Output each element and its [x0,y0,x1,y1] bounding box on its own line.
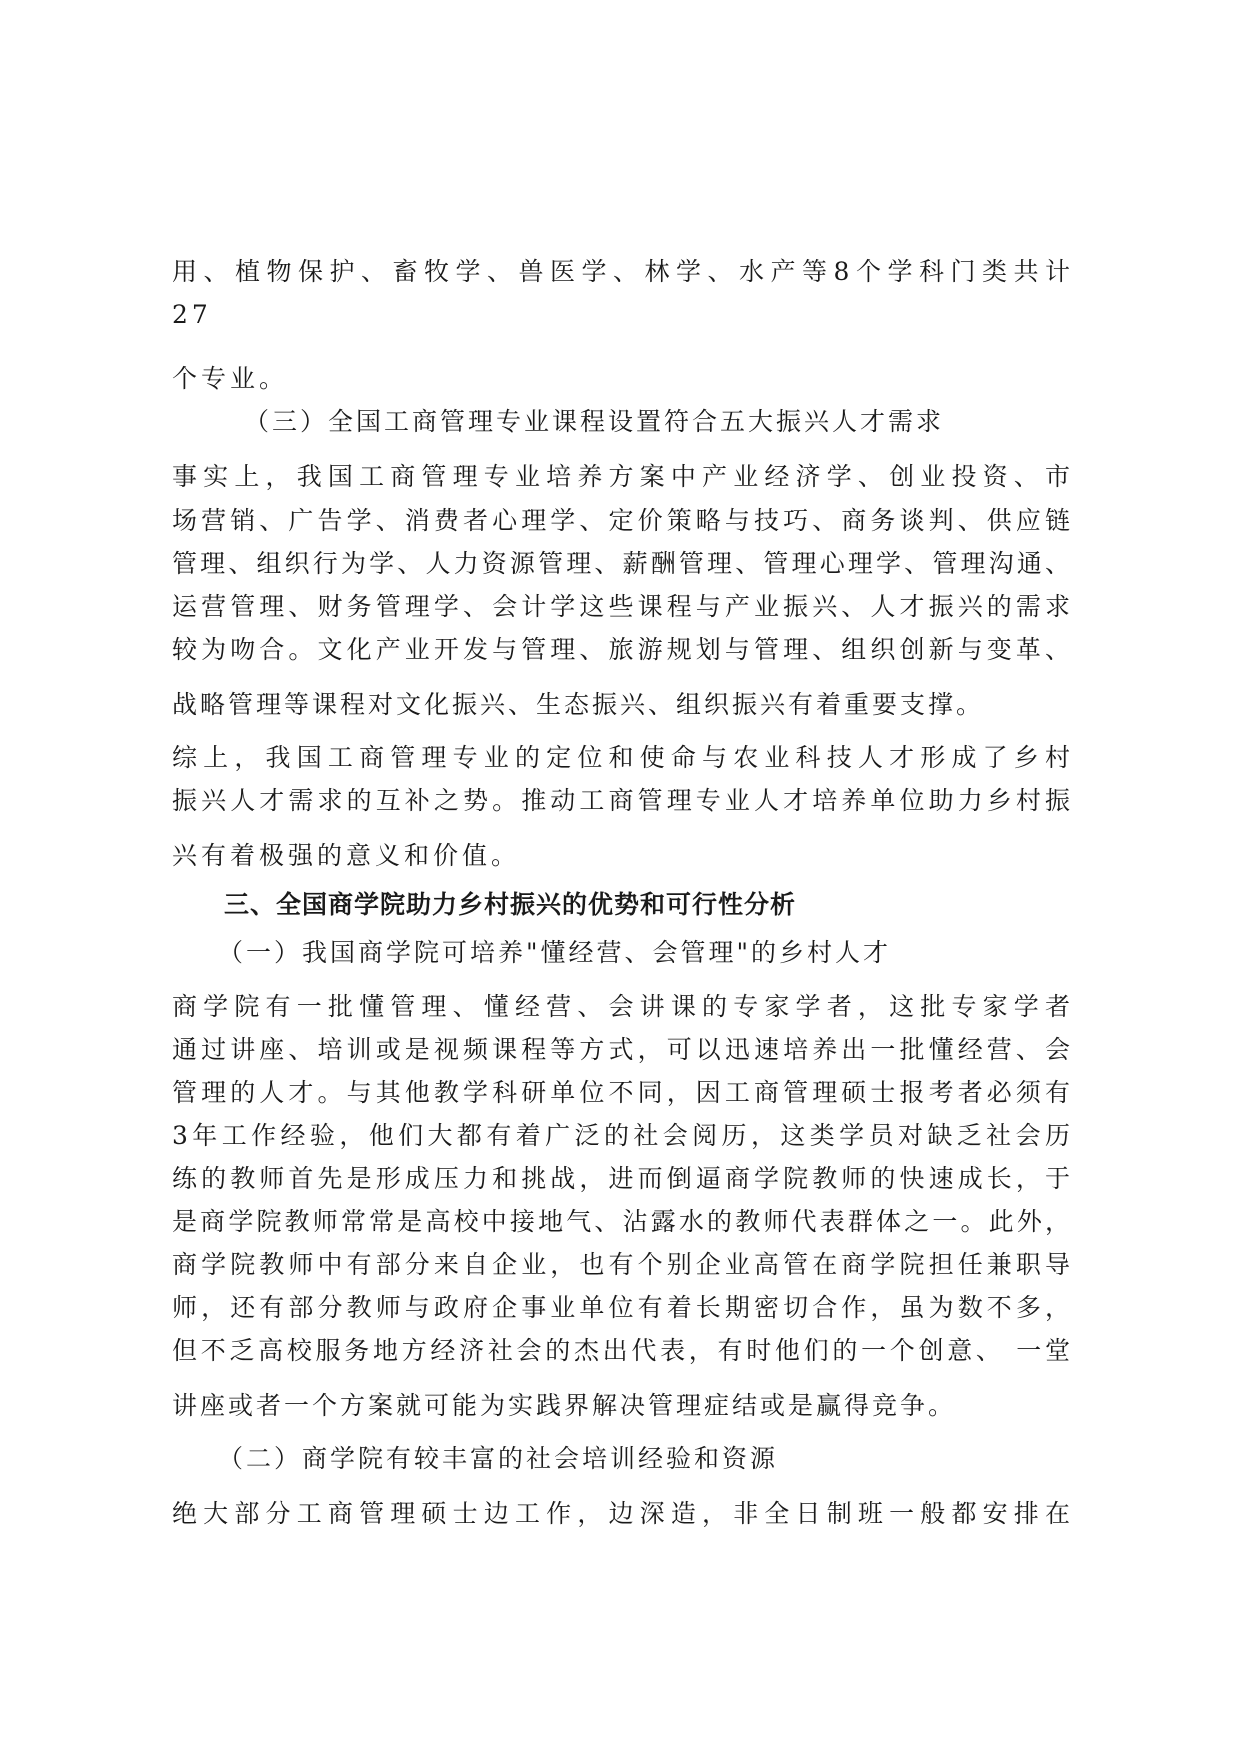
body-line: 战略管理等课程对文化振兴、生态振兴、组织振兴有着重要支撑。 [172,690,985,719]
body-line: 兴有着极强的意义和价值。 [172,841,521,870]
section-subheading: （三）全国工商管理专业课程设置符合五大振兴人才需求 [244,407,945,436]
body-line: 3年工作经验，他们大都有着广泛的社会阅历，这类学员对缺乏社会历 [172,1121,1070,1150]
body-line: 商学院有一批懂管理、懂经营、会讲课的专家学者，这批专家学者 [172,992,1070,1021]
body-line: 管理的人才。与其他教学科研单位不同，因工商管理硕士报考者必须有 [172,1078,1070,1107]
body-line: 个专业。 [172,364,289,393]
body-line: 讲座或者一个方案就可能为实践界解决管理症结或是赢得竞争。 [172,1391,957,1420]
body-line: 商学院教师中有部分来自企业，也有个别企业高管在商学院担任兼职导 [172,1250,1070,1279]
body-line: 27 [172,300,212,329]
body-line: 但不乏高校服务地方经济社会的杰出代表，有时他们的一个创意、 一堂 [172,1336,1070,1365]
section-heading: 三、全国商学院助力乡村振兴的优势和可行性分析 [224,890,797,919]
body-line: 通过讲座、培训或是视频课程等方式，可以迅速培养出一批懂经营、会 [172,1035,1070,1064]
body-line: 运营管理、财务管理学、会计学这些课程与产业振兴、人才振兴的需求 [172,592,1070,621]
body-line: 综上，我国工商管理专业的定位和使命与农业科技人才形成了乡村 [172,743,1070,772]
body-line: 用、植物保护、畜牧学、兽医学、林学、水产等8个学科门类共计 [172,257,1070,286]
body-line: 场营销、广告学、消费者心理学、定价策略与技巧、商务谈判、供应链 [172,506,1070,535]
body-line: 绝大部分工商管理硕士边工作，边深造，非全日制班一般都安排在 [172,1499,1070,1528]
body-line: 练的教师首先是形成压力和挑战，进而倒逼商学院教师的快速成长，于 [172,1164,1070,1193]
body-line: 师，还有部分教师与政府企事业单位有着长期密切合作，虽为数不多， [172,1293,1070,1322]
body-line: 较为吻合。文化产业开发与管理、旅游规划与管理、组织创新与变革、 [172,635,1070,664]
section-subheading: （二）商学院有较丰富的社会培训经验和资源 [218,1444,779,1473]
body-line: 振兴人才需求的互补之势。推动工商管理专业人才培养单位助力乡村振 [172,786,1070,815]
body-line: 事实上，我国工商管理专业培养方案中产业经济学、创业投资、市 [172,462,1070,491]
body-line: 管理、组织行为学、人力资源管理、薪酬管理、管理心理学、管理沟通、 [172,549,1070,578]
section-subheading: （一）我国商学院可培养"懂经营、会管理"的乡村人才 [218,938,892,967]
body-line: 是商学院教师常常是高校中接地气、沾露水的教师代表群体之一。此外， [172,1207,1070,1236]
